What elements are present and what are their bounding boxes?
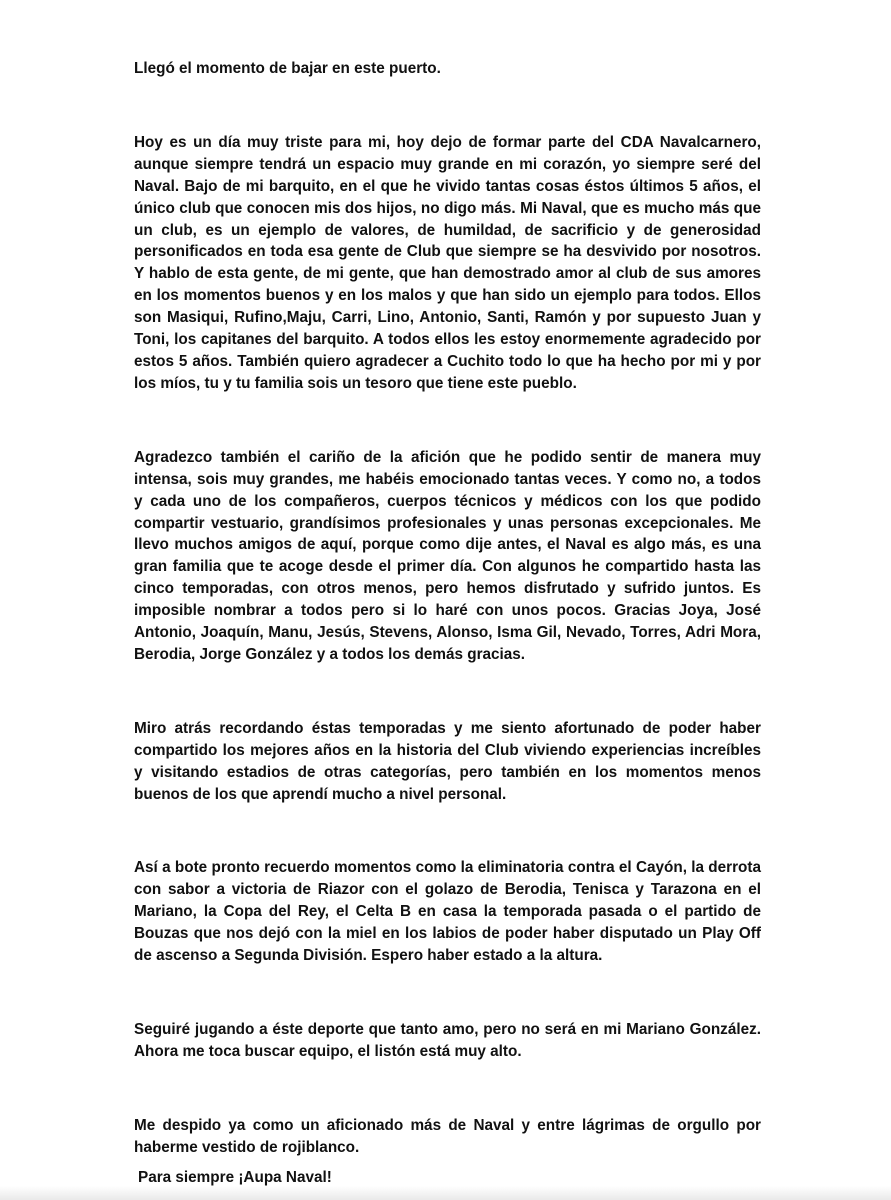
letter-paragraph-goodbye: Me despido ya como un aficionado más de Naval y entre lágrimas de orgullo por haberme vestido de rojiblanco. — [134, 1116, 761, 1156]
letter-paragraph-thanks: Agradezco también el cariño de la afición que he podido sentir de manera muy intensa, sois muy grandes, me habéis emocionado tantas veces. Y como no, a todos y cada uno de los compañeros, cuerpos técnicos y médicos con los que podido compartir vestuario, grandísimos profesionales y unas personas excepcionales. Me llevo muchos amigos de aquí, porque como dije antes, el Naval es algo más, es una gran familia que te acoge desde el primer día. Con algunos he compartido hasta las cinco temporadas, con otros menos, pero hemos disfrutado y sufrido juntos. Es imposible nombrar a todos pero si lo haré con unos pocos. Gracias Joya, José Antonio, Joaquín, Manu, Jesús, Stevens, Alonso, Isma Gil, Nevado, Torres, Adri Mora, Berodia, Jorge González y a todos los demás gracias. — [134, 448, 761, 663]
letter-paragraph-memories: Así a bote pronto recuerdo momentos como la eliminatoria contra el Cayón, la derrota con sabor a victoria de Riazor con el golazo de Berodia, Tenisca y Tarazona en el Mariano, la Copa del Rey, el Celta B en casa la temporada pasada o el partido de Bouzas que nos dejó con la miel en los labios de poder haber disputado un Play Off de ascenso a Segunda División. Espero haber estado a la altura. — [134, 859, 761, 965]
letter-paragraph-future: Seguiré jugando a éste deporte que tanto amo, pero no será en mi Mariano González. Ahora me toca buscar equipo, el listón está muy alto. — [134, 1021, 761, 1060]
letter-paragraph-reflection: Miro atrás recordando éstas temporadas y me siento afortunado de poder haber compartido los mejores años en la historia del Club viviendo experiencias increíbles y visitando estadios de otras categorías, pero también en los momentos menos buenos de los que aprendí mucho a nivel personal. — [134, 719, 761, 803]
page-bottom-edge — [0, 1186, 891, 1200]
letter-body — [134, 58, 761, 1189]
letter-closing: Para siempre ¡Aupa Naval! — [138, 1168, 332, 1186]
letter-paragraph-farewell: Hoy es un día muy triste para mi, hoy dejo de formar parte del CDA Navalcarnero, aunque siempre tendrá un espacio muy grande en mi corazón, yo siempre seré del Naval. Bajo de mi barquito, en el que he vivido tantas cosas éstos últimos 5 años, el único club que conocen mis dos hijos, no digo más. Mi Naval, que es mucho más que un club, es un ejemplo de valores, de humildad, de sacrificio y de generosidad personificados en toda esa gente de Club que siempre se ha desvivido por nosotros. Y hablo de esta gente, de mi gente, que han demostrado amor al club de sus amores en los momentos buenos y en los malos y que han sido un ejemplo para todos. Ellos son Masiqui, Rufino,Maju, Carri, Lino, Antonio, Santi, Ramón y por supuesto Juan y Toni, los capitanes del barquito. A todos ellos les estoy enormemente agradecido por estos 5 años. También quiero agradecer a Cuchito todo lo que ha hecho por mi y por los míos, tu y tu familia sois un tesoro que tiene este pueblo. — [134, 133, 761, 392]
letter-opening-line: Llegó el momento de bajar en este puerto. — [134, 60, 441, 77]
